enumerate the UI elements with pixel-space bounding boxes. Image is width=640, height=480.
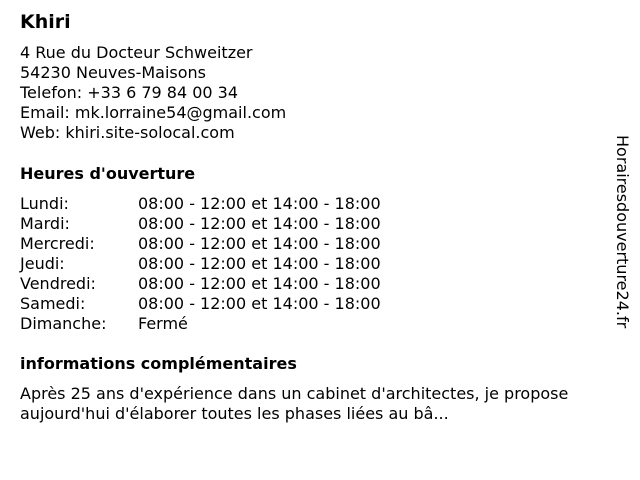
hours-time: 08:00 - 12:00 et 14:00 - 18:00: [138, 194, 381, 213]
hours-row: [20, 254, 381, 274]
hours-time: 08:00 - 12:00 et 14:00 - 18:00: [138, 274, 381, 293]
address-city: 54230 Neuves-Maisons: [20, 63, 207, 82]
hours-row: [20, 194, 381, 214]
hours-row: [20, 294, 381, 314]
hours-time: 08:00 - 12:00 et 14:00 - 18:00: [138, 214, 381, 233]
hours-time: 08:00 - 12:00 et 14:00 - 18:00: [138, 234, 381, 253]
address-street: 4 Rue du Docteur Schweitzer: [20, 43, 253, 62]
hours-day: Lundi:: [20, 194, 69, 213]
email-line: Email: mk.lorraine54@gmail.com: [20, 103, 287, 122]
business-name: Khiri: [20, 11, 71, 33]
info-heading: informations complémentaires: [20, 354, 297, 373]
hours-day: Jeudi:: [20, 254, 65, 273]
hours-row: [20, 274, 381, 294]
web-line: Web: khiri.site-solocal.com: [20, 123, 235, 142]
hours-day: Samedi:: [20, 294, 86, 313]
hours-table: [20, 194, 381, 334]
hours-day: Mercredi:: [20, 234, 95, 253]
site-watermark: [612, 135, 632, 370]
hours-day: Vendredi:: [20, 274, 96, 293]
contact-block: [20, 43, 286, 143]
hours-row: [20, 214, 381, 234]
hours-heading: Heures d'ouverture: [20, 164, 196, 183]
watermark-text: Horairesdouverture24.fr: [613, 135, 632, 329]
hours-time: 08:00 - 12:00 et 14:00 - 18:00: [138, 254, 381, 273]
hours-time: 08:00 - 12:00 et 14:00 - 18:00: [138, 294, 381, 313]
phone-line: Telefon: +33 6 79 84 00 34: [20, 83, 239, 102]
hours-day: Dimanche:: [20, 314, 107, 333]
hours-day: Mardi:: [20, 214, 70, 233]
hours-row: [20, 234, 381, 254]
hours-row: [20, 314, 381, 334]
hours-time: Fermé: [138, 314, 188, 333]
info-description: Après 25 ans d'expérience dans un cabinet d'architectes, je propose aujourd'hui d'élaborer toutes les phases liées au bâ...: [20, 384, 569, 423]
